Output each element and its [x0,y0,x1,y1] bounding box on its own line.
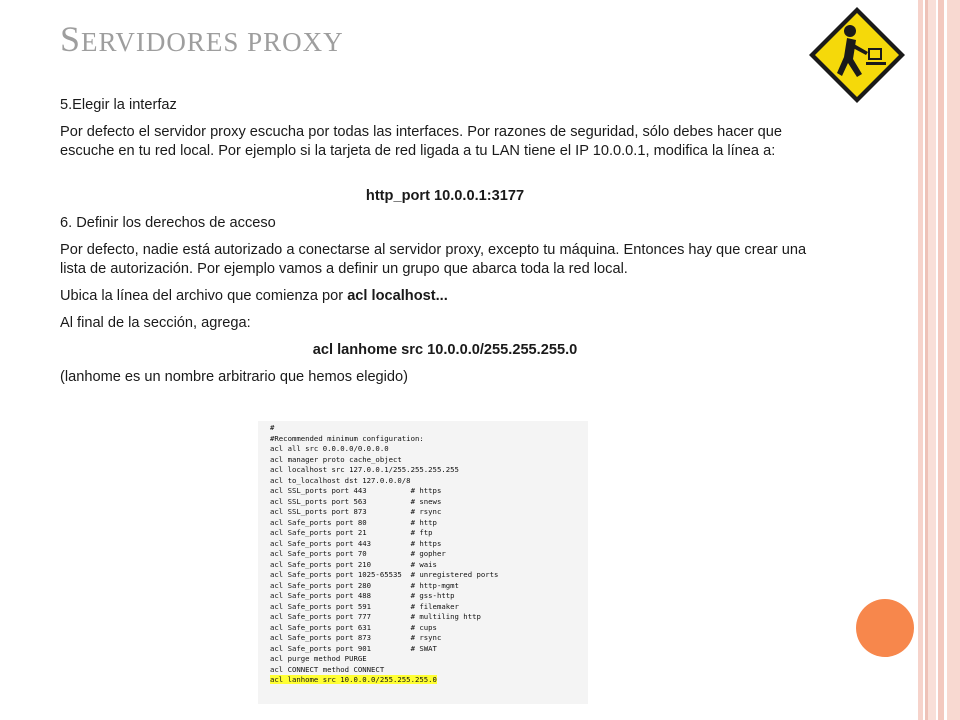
locate-line [60,287,830,306]
decorative-side-stripes [918,0,960,720]
config-line: acl Safe_ports port 777 # multiling http [270,612,481,621]
config-line: acl SSL_ports port 443 # https [270,486,442,495]
config-listing [270,423,498,686]
config-line: acl all src 0.0.0.0/0.0.0.0 [270,444,389,453]
under-construction-sign-icon [806,4,908,106]
config-line: acl Safe_ports port 488 # gss-http [270,591,455,600]
step5-body: Por defecto el servidor proxy escucha por todas las interfaces. Por razones de seguridad, sólo debes hacer que escuche en tu red local. Por ejemplo si la tarjeta de red ligada a tu LAN tiene el IP 10.0.0.1, modifica la línea a: [60,124,782,159]
config-line: acl Safe_ports port 21 # ftp [270,528,433,537]
step6-heading: 6. Definir los derechos de acceso [60,215,276,231]
config-line: acl localhost src 127.0.0.1/255.255.255.255 [270,465,459,474]
config-line: acl Safe_ports port 1025-65535 # unregistered ports [270,570,499,579]
locate-bold: acl localhost... [347,288,448,304]
config-line: acl Safe_ports port 80 # http [270,517,437,527]
config-lines [270,423,498,674]
note-text: (lanhome es un nombre arbitrario que hemos elegido) [60,369,409,385]
config-line: acl CONNECT method CONNECT [270,664,385,674]
config-line: acl Safe_ports port 591 # filemaker [270,601,459,611]
step5-heading: 5.Elegir la interfaz [60,97,177,113]
config-line: acl manager proto cache_object [270,454,402,464]
config-line: acl Safe_ports port 901 # SWAT [270,643,437,653]
config-highlight-line: acl lanhome src 10.0.0.0/255.255.255.0 [270,675,437,684]
config-line: acl purge method PURGE [270,654,367,663]
step6-body: Por defecto, nadie está autorizado a conectarse al servidor proxy, excepto tu máquina. Entonces hay que crear una lista de autorización. Por ejemplo vamos a definir un grupo que abarca toda la red local. [60,242,807,277]
config-line: acl Safe_ports port 70 # gopher [270,549,446,558]
append-text: Al final de la sección, agrega: [60,315,251,331]
config-line: acl Safe_ports port 873 # rsync [270,633,442,642]
locate-prefix: Ubica la línea del archivo que comienza por [60,288,348,304]
title-rest: ERVIDORES PROXY [81,27,344,57]
config-line: acl Safe_ports port 443 # https [270,538,442,548]
slide-title [60,18,344,60]
config-line: acl Safe_ports port 210 # wais [270,559,437,569]
config-line: acl Safe_ports port 631 # cups [270,622,437,632]
acl-line: acl lanhome src 10.0.0.0/255.255.255.0 [312,342,578,358]
config-line: # [270,423,275,432]
config-line: acl to_localhost dst 127.0.0.0/8 [270,475,411,485]
orange-circle-decoration [856,599,914,657]
title-initial: S [60,19,82,59]
slide-body [60,96,830,395]
config-line: acl SSL_ports port 873 # rsync [270,507,442,516]
config-line: acl SSL_ports port 563 # snews [270,496,442,506]
http-port-line: http_port 10.0.0.1:3177 [365,188,525,204]
config-line: acl Safe_ports port 280 # http-mgmt [270,580,459,590]
config-line: #Recommended minimum configuration: [270,433,424,443]
